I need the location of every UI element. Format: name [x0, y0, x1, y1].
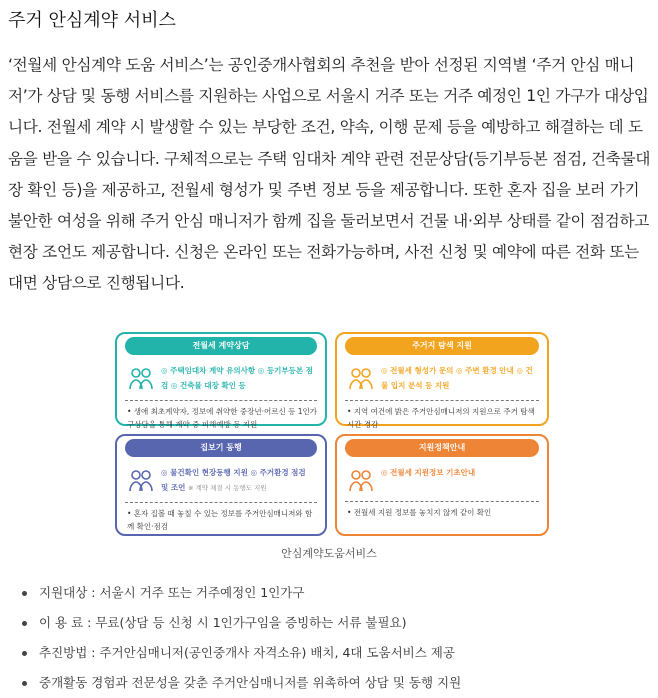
info-list — [22, 578, 461, 698]
service-card — [335, 434, 549, 536]
people-icon — [127, 465, 155, 493]
card-items: ◎ 물건확인 현장동행 지원 ◎ 주거환경 점검 및 조언 — [161, 468, 306, 492]
divider — [125, 400, 317, 401]
bullet-icon — [22, 681, 27, 686]
list-item-text: 이 용 료 : 무료(상담 등 신청 시 1인가구임을 증빙하는 서류 불필요) — [39, 615, 407, 630]
bullet-icon — [22, 621, 27, 626]
divider — [125, 502, 317, 503]
bullet-icon — [22, 651, 27, 656]
card-items: ◎ 주택임대차 계약 유의사항 ◎ 등기부등본 점검 ◎ 건축물 대장 확인 등 — [161, 366, 313, 390]
list-item — [22, 608, 461, 638]
list-item-text: 지원대상 : 서울시 거주 또는 거주예정인 1인가구 — [39, 585, 305, 600]
card-items: ◎ 전월세 지원정보 기초안내 — [381, 468, 476, 477]
card-header: 지원정책안내 — [345, 439, 539, 457]
image-caption: 안심계약도움서비스 — [281, 547, 377, 560]
list-item — [22, 638, 461, 668]
card-note: • 생애 최초계약자, 정보에 취약한 중장년·어르신 등 1인가구상담을 통해 계약 중 피해예방 등 지원 — [127, 407, 318, 429]
list-item-text: 추진방법 : 주거안심매니저(공인중개사 자격소유) 배치, 4대 도움서비스 제공 — [39, 645, 455, 660]
list-item-text: 중개활동 경험과 전문성을 갖춘 주거안심매니저를 위촉하여 상담 및 동행 지원 — [39, 675, 462, 690]
list-item — [22, 578, 461, 608]
service-card — [115, 434, 327, 536]
bullet-icon — [22, 591, 27, 596]
service-card — [335, 332, 549, 429]
map-pin-icon — [347, 363, 375, 391]
card-subnote: ※ 계약 체결 시 동행도 지원 — [187, 484, 267, 492]
divider — [345, 501, 539, 502]
card-header: 전월세 계약상담 — [125, 337, 317, 355]
card-note: • 지역 여건에 밝은 주거안심매니저의 지원으로 주거 탐색 시간 경감 — [347, 407, 535, 429]
card-items: ◎ 전월세 형성가 문의 ◎ 주변 환경 안내 ◎ 건물 입지 분석 등 지원 — [381, 366, 533, 390]
page-title: 주거 안심계약 서비스 — [8, 10, 176, 31]
consultation-icon — [127, 363, 155, 391]
service-card — [115, 332, 327, 429]
divider — [345, 400, 539, 401]
document-icon — [347, 465, 375, 493]
service-infographic — [115, 332, 551, 536]
card-note: • 혼자 집볼 때 놓칠 수 있는 정보를 주거안심매니저와 함께 확인·점검 — [127, 509, 313, 531]
card-header: 집보기 동행 — [125, 439, 317, 457]
description-paragraph: ‘전월세 안심계약 도움 서비스’는 공인중개사협회의 추천을 받아 선정된 지역별 ‘주거 안심 매니저’가 상담 및 동행 서비스를 지원하는 사업으로 서울시 거주 또는 거주 예정인 1인 가구가 대상입니다. 전월세 계약 시 발생할 수 있는 부당한 조건, 약속, 이행 문제 등을 예방하고 해결하는 데 도움을 받을 수 있습니다. 구체적으로는 주택 임대차 계약 관련 전문상담(등기부등본 점검, 건축물대장 확인 등)을 제공하고, 전월세 형성가 및 주변 정보 등을 제공합니다. 또한 혼자 집을 보러 가기 불안한 여성을 위해 주거 안심 매니저가 함께 집을 둘러보면서 건물 내·외부 상태를 같이 점검하고 현장 조언도 제공합니다. 신청은 온라인 또는 전화가능하며, 사전 신청 및 예약에 따른 전화 또는 대면 상담으로 진행됩니다. — [8, 56, 651, 293]
card-header: 주거지 탐색 지원 — [345, 337, 539, 355]
card-note: • 전월세 지원 정보를 놓치지 않게 같이 확인 — [347, 508, 492, 517]
